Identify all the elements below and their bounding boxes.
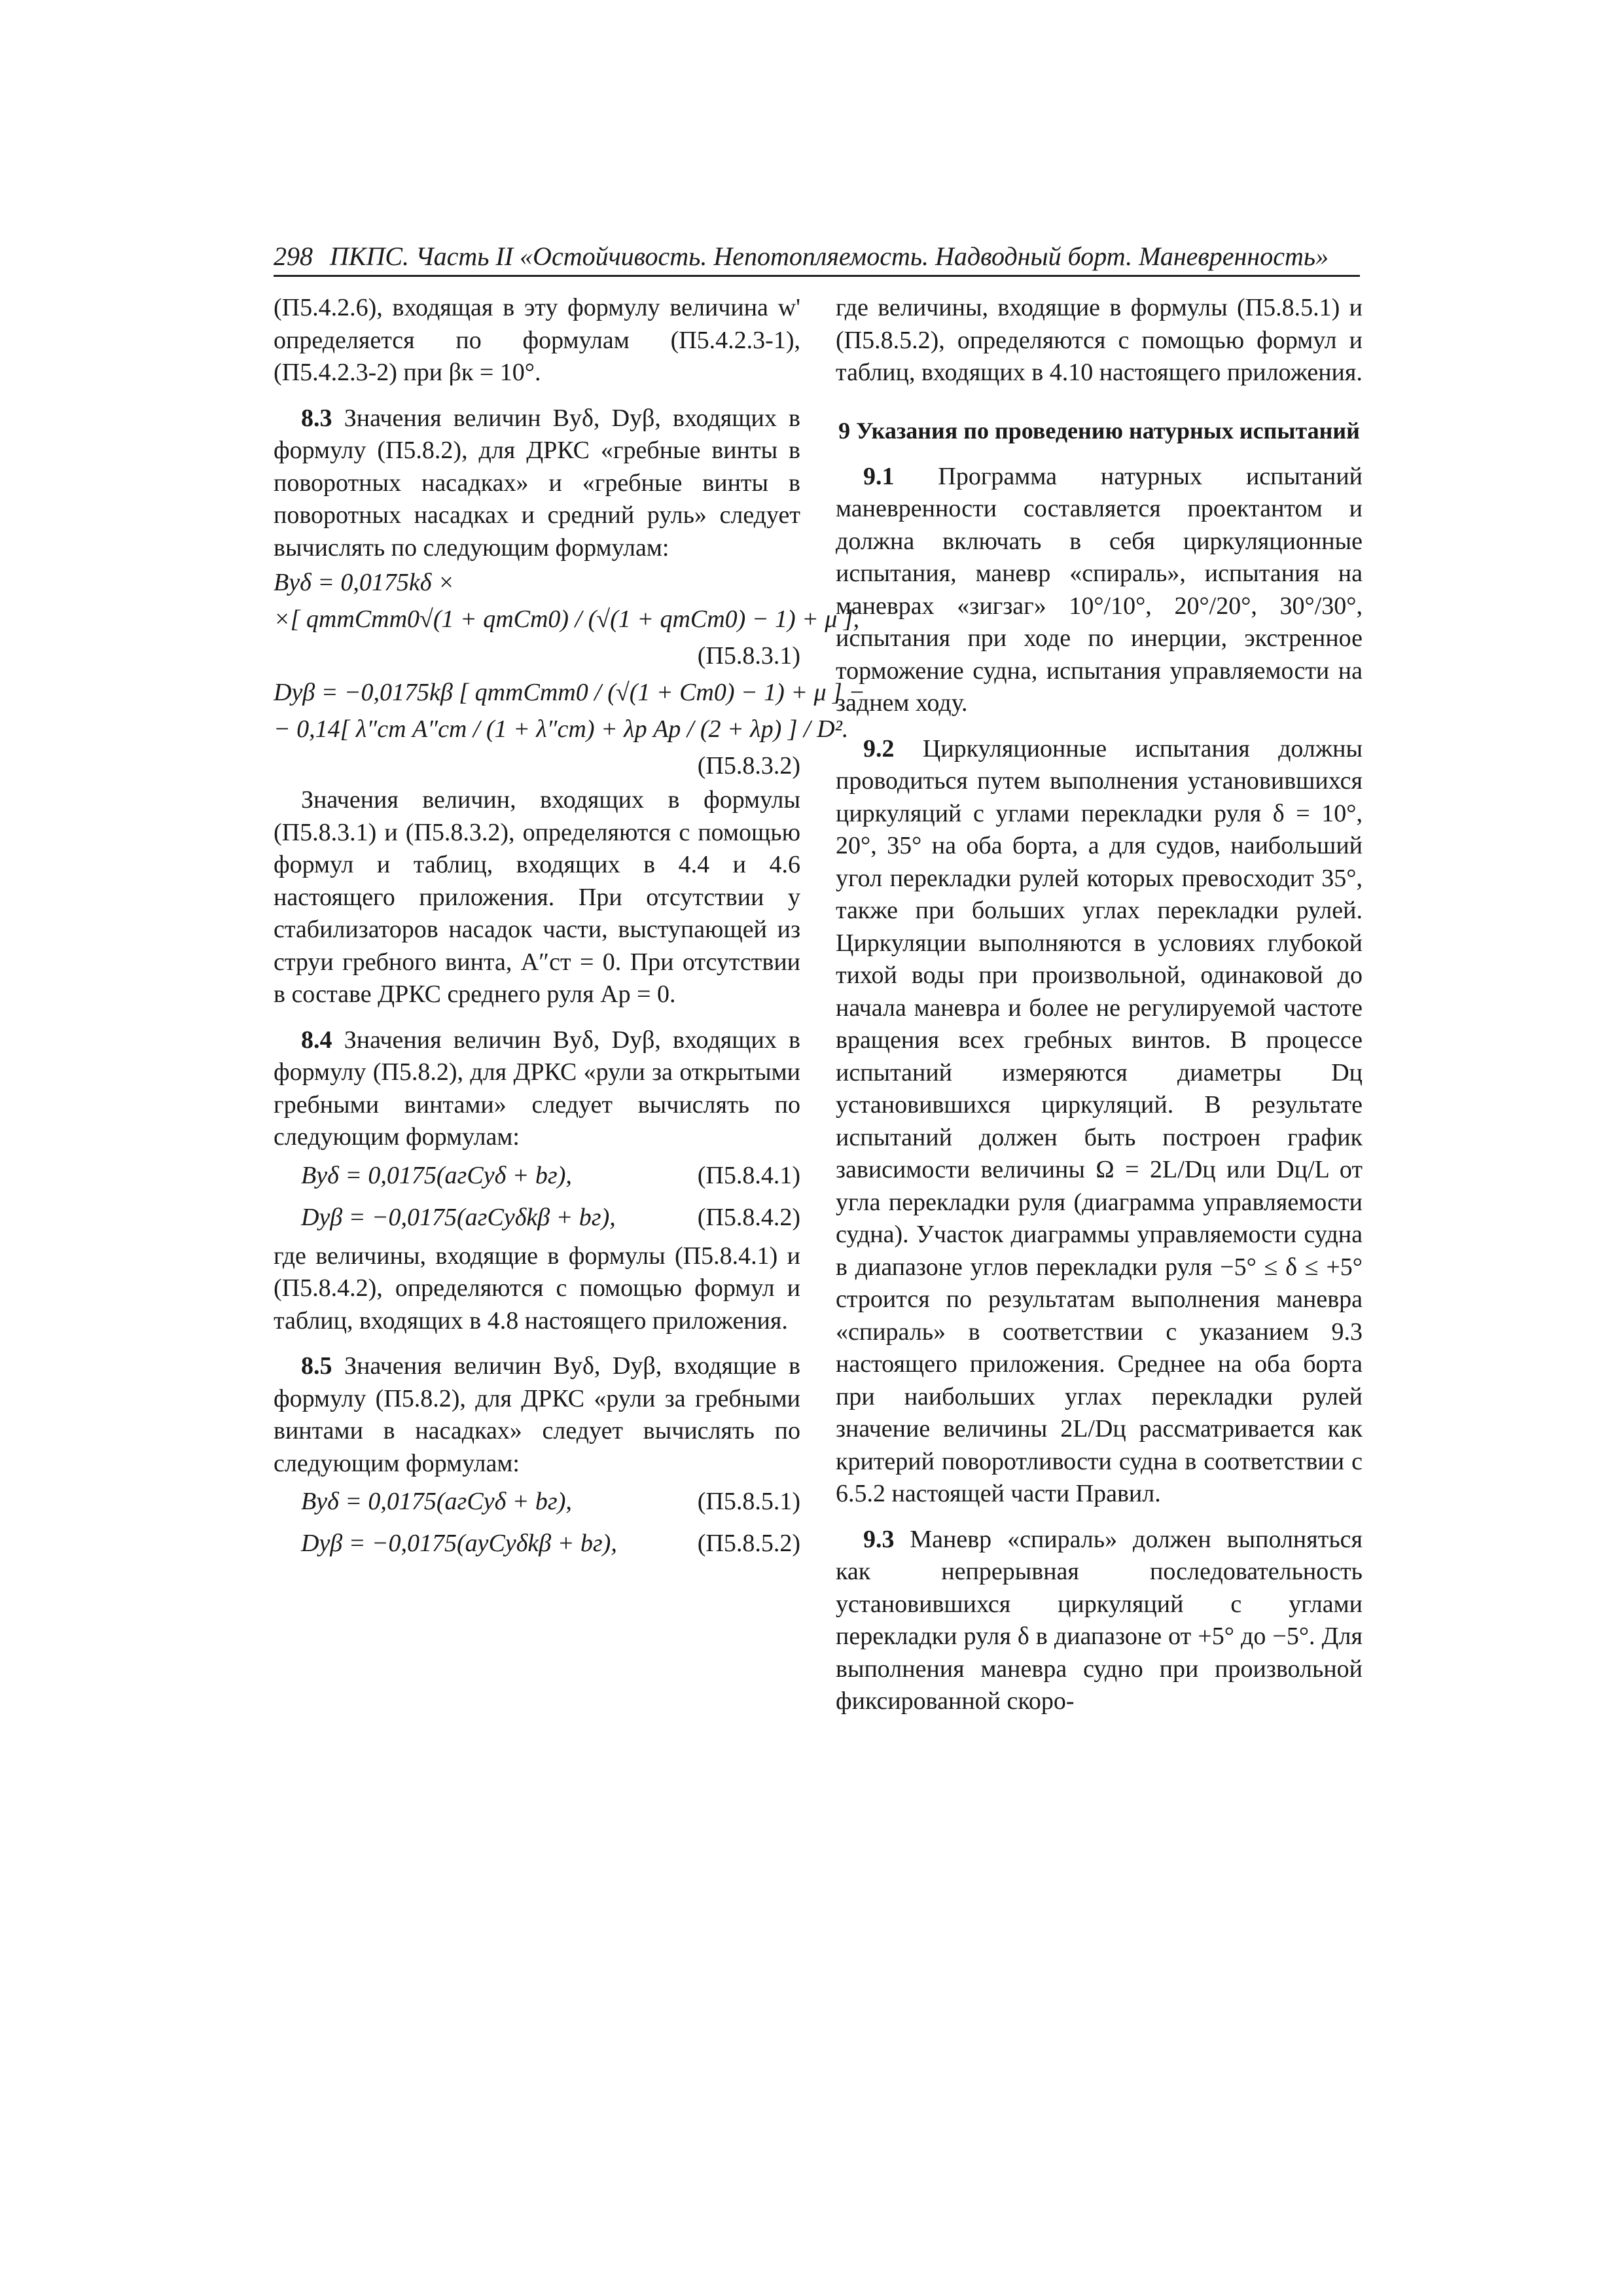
formula-line: ×[ qттCтт0√(1 + qтCт0) / (√(1 + qтCт0) − 1) + μ ], [274,605,860,633]
paragraph-8-4 [274,1024,800,1154]
equation-number: (П5.8.4.2) [697,1203,800,1231]
formula-text: Bуδ = 0,0175(aгCуδ + bг), [301,1161,572,1189]
formula-line: − 0,14[ λ″ст A″ст / (1 + λ″ст) + λр Aр / (2 + λр) ] / D². [274,715,849,743]
formula-p5-8-5-2 [274,1524,800,1564]
paragraph-continuation: (П5.4.2.6), входящая в эту формулу величина w' определяется по формулам (П5.4.2.3-1), (П5.4.2.3-2) при βк = 10°. [274,294,800,386]
clause-number: 9.1 [863,462,895,490]
clause-number: 8.3 [301,404,332,432]
header-rule [274,275,1360,277]
clause-number: 9.3 [863,1525,895,1553]
clause-text: Значения величин Bуδ, Dуβ, входящих в формулу (П5.8.2), для ДРКС «гребные винты в поворотных насадках» и «гребные винты в поворотных насадках и средний руль» следует вычислять по следующим формулам: [274,404,800,562]
formula-text: Bуδ = 0,0175(aгCуδ + bг), [301,1488,572,1516]
page-number: 298 [274,242,313,271]
clause-number: 8.5 [301,1352,332,1380]
formula-p5-8-3-2 [274,674,865,784]
equation-number: (П5.8.4.1) [697,1161,800,1189]
paragraph-9-2 [836,733,1363,1511]
clause-number: 9.2 [863,734,895,762]
formula-p5-8-4-2 [274,1198,800,1238]
paragraph-8-5 [274,1350,800,1480]
right-column [836,292,1363,1718]
left-column [274,292,865,1566]
equation-number: (П5.8.5.1) [697,1488,800,1516]
paragraph-where: где величины, входящие в формулы (П5.8.4.1) и (П5.8.4.2), определяются с помощью формул и таблиц, входящих в 4.8 настоящего приложения. [274,1242,800,1335]
header-title: ПКПС. Часть II «Остойчивость. Непотопляемость. Надводный борт. Маневренность» [330,242,1329,271]
formula-line: Bуδ = 0,0175kδ × [274,569,455,596]
clause-text: Программа натурных испытаний маневренности составляется проектантом и должна включать в себя циркуляционные испытания, маневр «спираль», испытания на маневрах «зигзаг» 10°/10°, 20°/20°, 30°/30°, испытания при ходе по инерции, экстренное торможение судна, испытания управляемости на заднем ходу. [836,462,1363,717]
clause-text: Значения величин Bуδ, Dуβ, входящие в формулу (П5.8.2), для ДРКС «рули за гребными винтами в насадках» следует вычислять по следующим формулам: [274,1352,800,1477]
formula-p5-8-3-1 [274,564,860,674]
section-title-9: 9 Указания по проведению натурных испытаний [838,417,1360,444]
running-header [274,241,1360,272]
paragraph-8-3 [274,403,800,565]
equation-number: (П5.8.3.1) [697,642,800,670]
paragraph-values: Значения величин, входящих в формулы (П5.8.3.1) и (П5.8.3.2), определяются с помощью формул и таблиц, входящих в 4.4 и 4.6 настоящего приложения. При отсутствии у стабилизаторов насадок части, выступающей из струи гребного винта, A″ст = 0. При отсутствии в составе ДРКС среднего руля Aр = 0. [274,786,800,1008]
paragraph-9-3 [836,1524,1363,1718]
formula-line: Dуβ = −0,0175kβ [ qттCтт0 / (√(1 + Cт0) − 1) + μ ] − [274,679,865,706]
formula-text: Dуβ = −0,0175(aгCуδkβ + bг), [301,1203,616,1231]
formula-text: Dуβ = −0,0175(aуCуδkβ + bг), [301,1530,617,1558]
clause-text: Значения величин Bуδ, Dуβ, входящих в формулу (П5.8.2), для ДРКС «рули за открытыми гребными винтами» следует вычислять по следующим формулам: [274,1026,800,1151]
formula-p5-8-5-1 [274,1482,800,1522]
clause-number: 8.4 [301,1026,332,1054]
equation-number: (П5.8.5.2) [697,1530,800,1558]
formula-p5-8-4-1 [274,1157,800,1196]
equation-number: (П5.8.3.2) [697,752,800,780]
clause-text: Маневр «спираль» должен выполняться как непрерывная последовательность установившихся циркуляций с углами перекладки руля δ в диапазоне от +5° до −5°. Для выполнения маневра судно при произвольной фиксированной скоро- [836,1525,1363,1715]
paragraph-where-right: где величины, входящие в формулы (П5.8.5.1) и (П5.8.5.2), определяются с помощью формул и таблиц, входящих в 4.10 настоящего приложения. [836,294,1363,386]
paragraph-9-1 [836,461,1363,720]
clause-text: Циркуляционные испытания должны проводиться путем выполнения установившихся циркуляций с углами перекладки руля δ = 10°, 20°, 35° на оба борта, а для судов, наибольший угол перекладки рулей которых превосходит 35°, также при больших углах перекладки рулей. Циркуляции выполняются в условиях глубокой тихой воды при произвольной, одинаковой до начала маневра и более не регулируемой частоте вращения всех гребных винтов. В процессе испытаний измеряются диаметры Dц установившихся циркуляций. В результате испытаний должен быть построен график зависимости величины Ω = 2L/Dц или Dц/L от угла перекладки руля (диаграмма управляемости судна). Участок диаграммы управляемости судна в диапазоне углов перекладки руля −5° ≤ δ ≤ +5° строится по результатам выполнения маневра «спираль» в соответствии с указанием 9.3 настоящего приложения. Среднее на оба борта при наибольших углах перекладки рулей значение величины 2L/Dц рассматривается как критерий поворотливости судна в соответствии с 6.5.2 настоящей части Правил. [836,734,1363,1507]
